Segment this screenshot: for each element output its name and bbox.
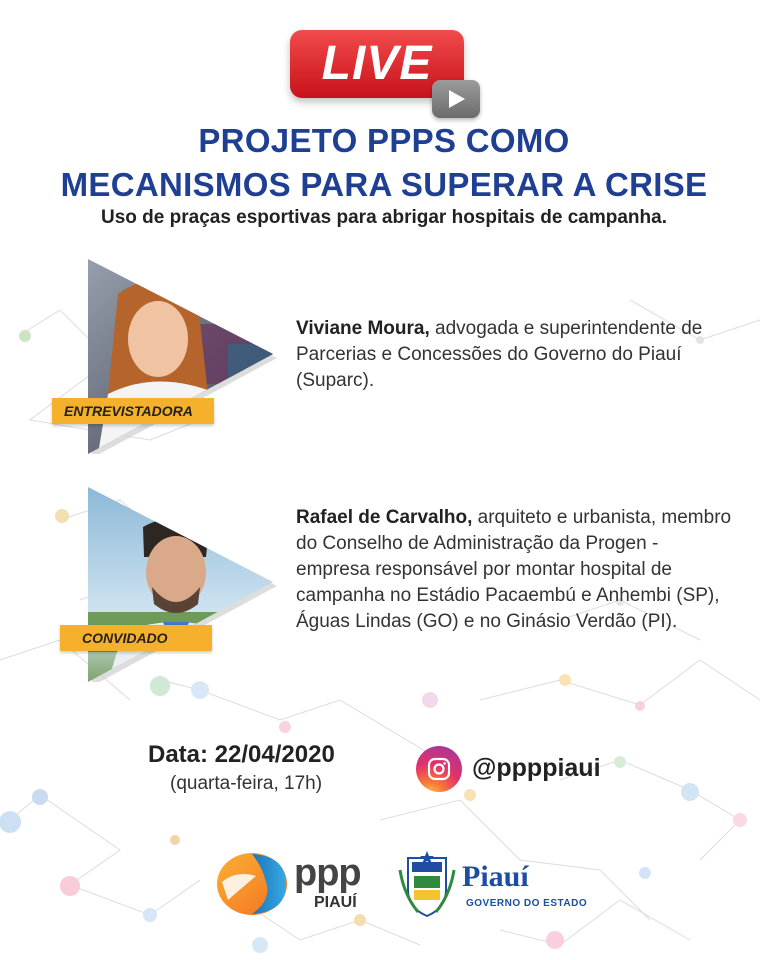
piaui-state-seal (398, 850, 456, 920)
speaker-photo-rafael (78, 482, 278, 682)
ppp-logo-subtext: PIAUÍ (314, 894, 357, 911)
gov-logo-subtext: GOVERNO DO ESTADO (466, 898, 588, 909)
speaker-description: arquiteto e urbanista, membro do Conselho de Administração da Progen - empresa responsável por montar hospital de campanha no Estádio Pacaembú e Anhembi (SP), Águas Lindas (GO) e no Ginásio Verdão (PI). (296, 507, 732, 632)
subtitle: Uso de praças esportivas para abrigar hospitais de campanha. (101, 207, 667, 228)
title-line-2: MECANISMOS PARA SUPERAR A CRISE (60, 166, 708, 203)
role-tag-guest: CONVIDADO (60, 625, 212, 651)
ppp-logo-text: ppp (294, 852, 361, 894)
title-line-1: PROJETO PPPS COMO (198, 122, 570, 159)
ppp-logo-mark (216, 852, 288, 916)
play-button[interactable] (432, 80, 480, 118)
speaker-bio-rafael (296, 505, 736, 635)
speaker-name: Rafael de Carvalho, (296, 507, 473, 528)
gov-logo-name: Piauí (462, 860, 529, 893)
event-date: Data: 22/04/2020 (148, 741, 335, 768)
ppp-piaui-logo (216, 852, 376, 920)
play-icon (447, 89, 467, 109)
speaker-description: advogada e superintendente de Parcerias e Concessões do Governo do Piauí (Suparc). (296, 318, 703, 391)
live-label: LIVE (321, 37, 433, 90)
speaker-photo-viviane (78, 254, 278, 454)
instagram-glyph-icon (427, 757, 451, 781)
instagram-icon[interactable] (416, 746, 462, 792)
role-tag-interviewer: ENTREVISTADORA (52, 398, 214, 424)
event-time: (quarta-feira, 17h) (170, 773, 323, 794)
speaker-bio-viviane (296, 316, 746, 394)
instagram-handle[interactable]: @ppppiaui (472, 754, 601, 782)
speaker-name: Viviane Moura, (296, 318, 430, 339)
